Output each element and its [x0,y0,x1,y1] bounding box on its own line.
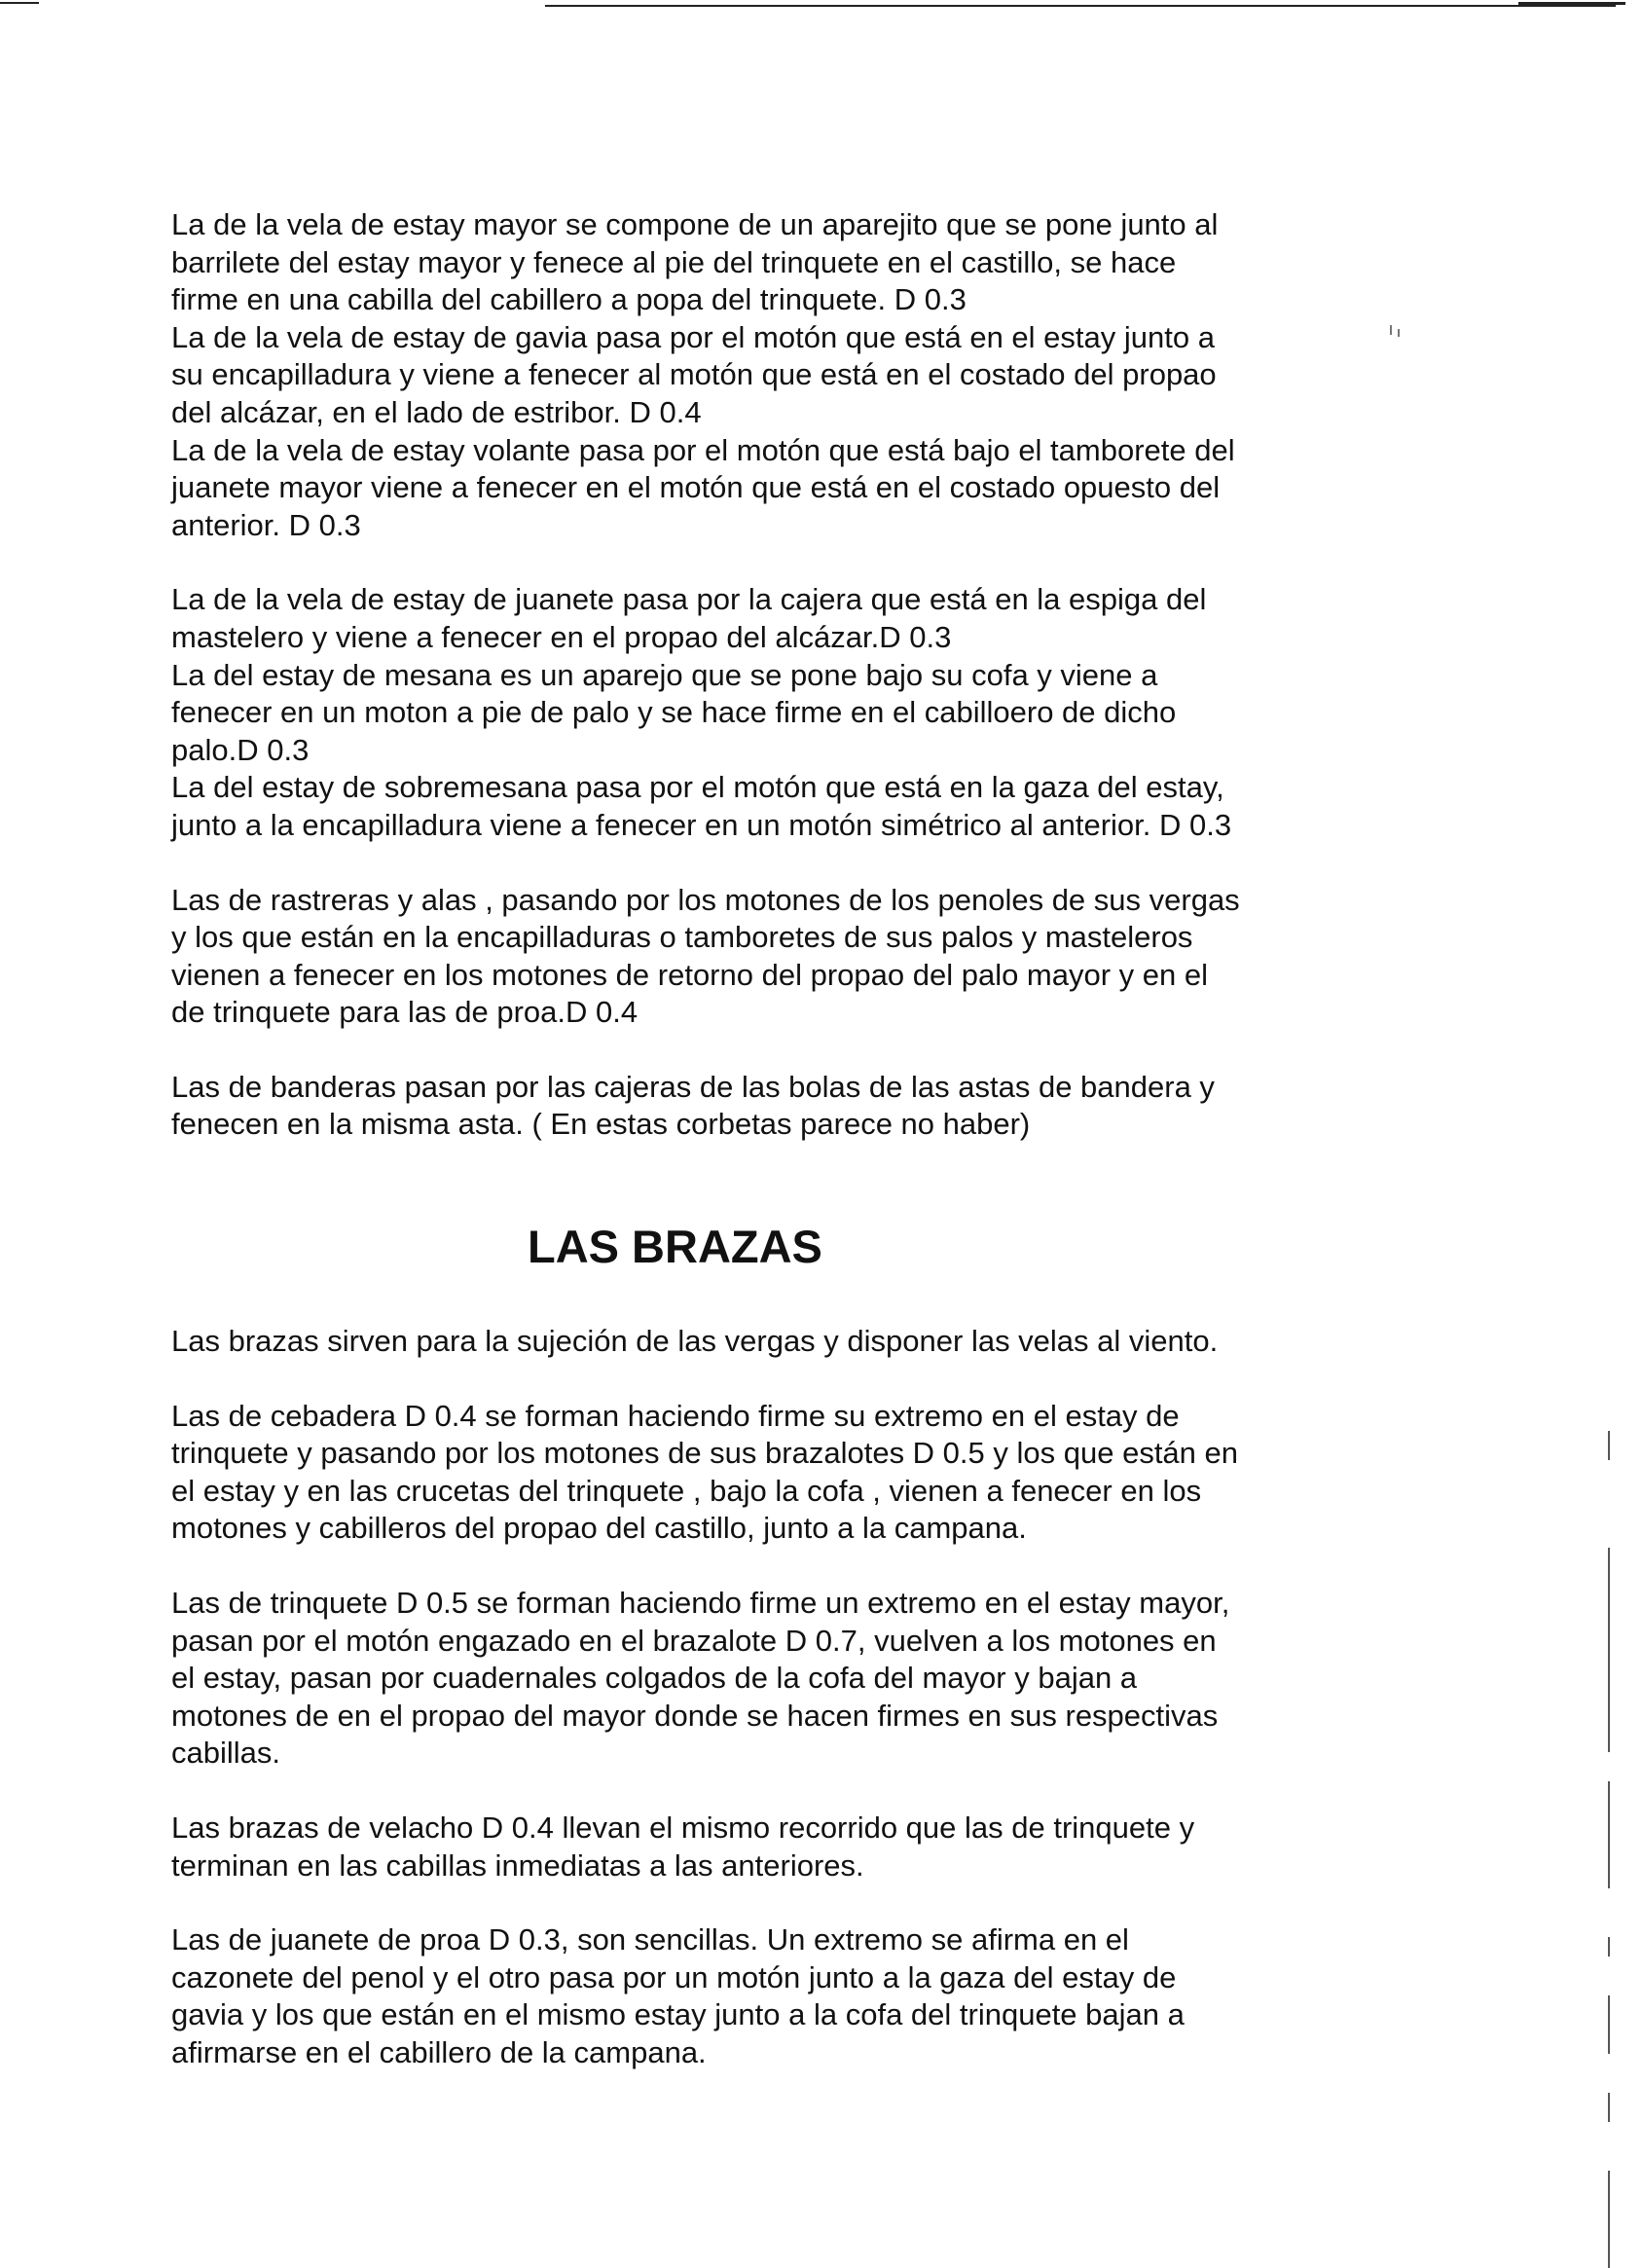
scan-speck [1398,329,1400,337]
scan-edge-line [0,0,1642,10]
text-line: vienen a fenecer en los motones de retorno del propao del palo mayor y en el [171,957,1209,992]
text-line: su encapilladura y viene a fenecer al motón que está en el costado del propao [171,357,1217,392]
text-line: junto a la encapilladura viene a fenecer en un motón simétrico al anterior. D 0.3 [171,807,1232,842]
paragraph [171,1921,1359,2071]
text-line: juanete mayor viene a fenecer en el motón que está en el costado opuesto del [171,470,1221,505]
text-line: Las de banderas pasan por las cajeras de las bolas de las astas de bandera y [171,1069,1215,1104]
text-line: La de la vela de estay de gavia pasa por el motón que está en el estay junto a [171,319,1215,354]
text-line: Las de rastreras y alas , pasando por los motones de los penoles de sus vergas [171,882,1240,917]
text-line: motones de en el propao del mayor donde se hacen firmes en sus respectivas [171,1698,1219,1733]
text-line: Las brazas de velacho D 0.4 llevan el mismo recorrido que las de trinquete y [171,1811,1195,1845]
text-line: La del estay de mesana es un aparejo que se pone bajo su cofa y viene a [171,657,1158,692]
paragraph [171,581,1359,844]
text-line: del alcázar, en el lado de estribor. D 0.4 [171,394,702,429]
text-line: cabillas. [171,1736,280,1771]
text-line: el estay, pasan por cuadernales colgados de la cofa del mayor y bajan a [171,1661,1138,1696]
text-line: pasan por el motón engazado en el brazalote D 0.7, vuelven a los motones en [171,1623,1217,1658]
text-line: palo.D 0.3 [171,732,310,767]
scan-margin-marks [1608,1411,1614,2268]
text-line: Las de cebadera D 0.4 se forman haciendo firme su extremo en el estay de [171,1398,1180,1433]
text-line: La de la vela de estay mayor se compone de un aparejito que se pone junto al [171,207,1219,241]
text-line: anterior. D 0.3 [171,507,361,542]
paragraph [171,1069,1359,1144]
text-line: afirmarse en el cabillero de la campana. [171,2034,707,2069]
text-line: y los que están en la encapilladuras o tamboretes de sus palos y masteleros [171,920,1193,955]
text-line: de trinquete para las de proa.D 0.4 [171,995,639,1030]
text-line: Las brazas sirven para la sujeción de las vergas y disponer las velas al viento. [171,1324,1219,1359]
text-line: terminan en las cabillas inmediatas a las anteriores. [171,1847,864,1883]
text-line: trinquete y pasando por los motones de sus brazalotes D 0.5 y los que están en [171,1436,1239,1471]
text-line: el estay y en las crucetas del trinquete , bajo la cofa , vienen a fenecer en los [171,1473,1202,1508]
paragraph [171,1398,1359,1548]
text-line: motones y cabilleros del propao del castillo, junto a la campana. [171,1511,1027,1546]
text-line: barrilete del estay mayor y fenece al pie del trinquete en el castillo, se hace [171,244,1177,279]
text-line: La de la vela de estay de juanete pasa por la cajera que está en la espiga del [171,582,1207,617]
text-line: Las de trinquete D 0.5 se forman haciendo firme un extremo en el estay mayor, [171,1586,1230,1621]
paragraph [171,206,1359,544]
paragraph [171,1323,1359,1361]
document-page [171,206,1359,2072]
text-line: firme en una cabilla del cabillero a popa del trinquete. D 0.3 [171,282,967,317]
text-line: mastelero y viene a fenecer en el propao del alcázar.D 0.3 [171,619,952,654]
paragraph [171,1585,1359,1773]
paragraph [171,1810,1359,1884]
text-line: La del estay de sobremesana pasa por el motón que está en la gaza del estay, [171,770,1224,805]
text-line: La de la vela de estay volante pasa por el motón que está bajo el tamborete del [171,432,1235,467]
text-line: Las de juanete de proa D 0.3, son sencillas. Un extremo se afirma en el [171,1922,1129,1957]
text-line: fenecen en la misma asta. ( En estas corbetas parece no haber) [171,1107,1031,1142]
text-line: cazonete del penol y el otro pasa por un motón junto a la gaza del estay de [171,1959,1177,1994]
text-line: fenecer en un moton a pie de palo y se hace firme en el cabilloero de dicho [171,695,1177,730]
section-title: LAS BRAZAS [528,1221,822,1273]
text-line: gavia y los que están en el mismo estay junto a la cofa del trinquete bajan a [171,1997,1185,2032]
paragraph [171,882,1359,1032]
scan-speck [1390,325,1392,335]
